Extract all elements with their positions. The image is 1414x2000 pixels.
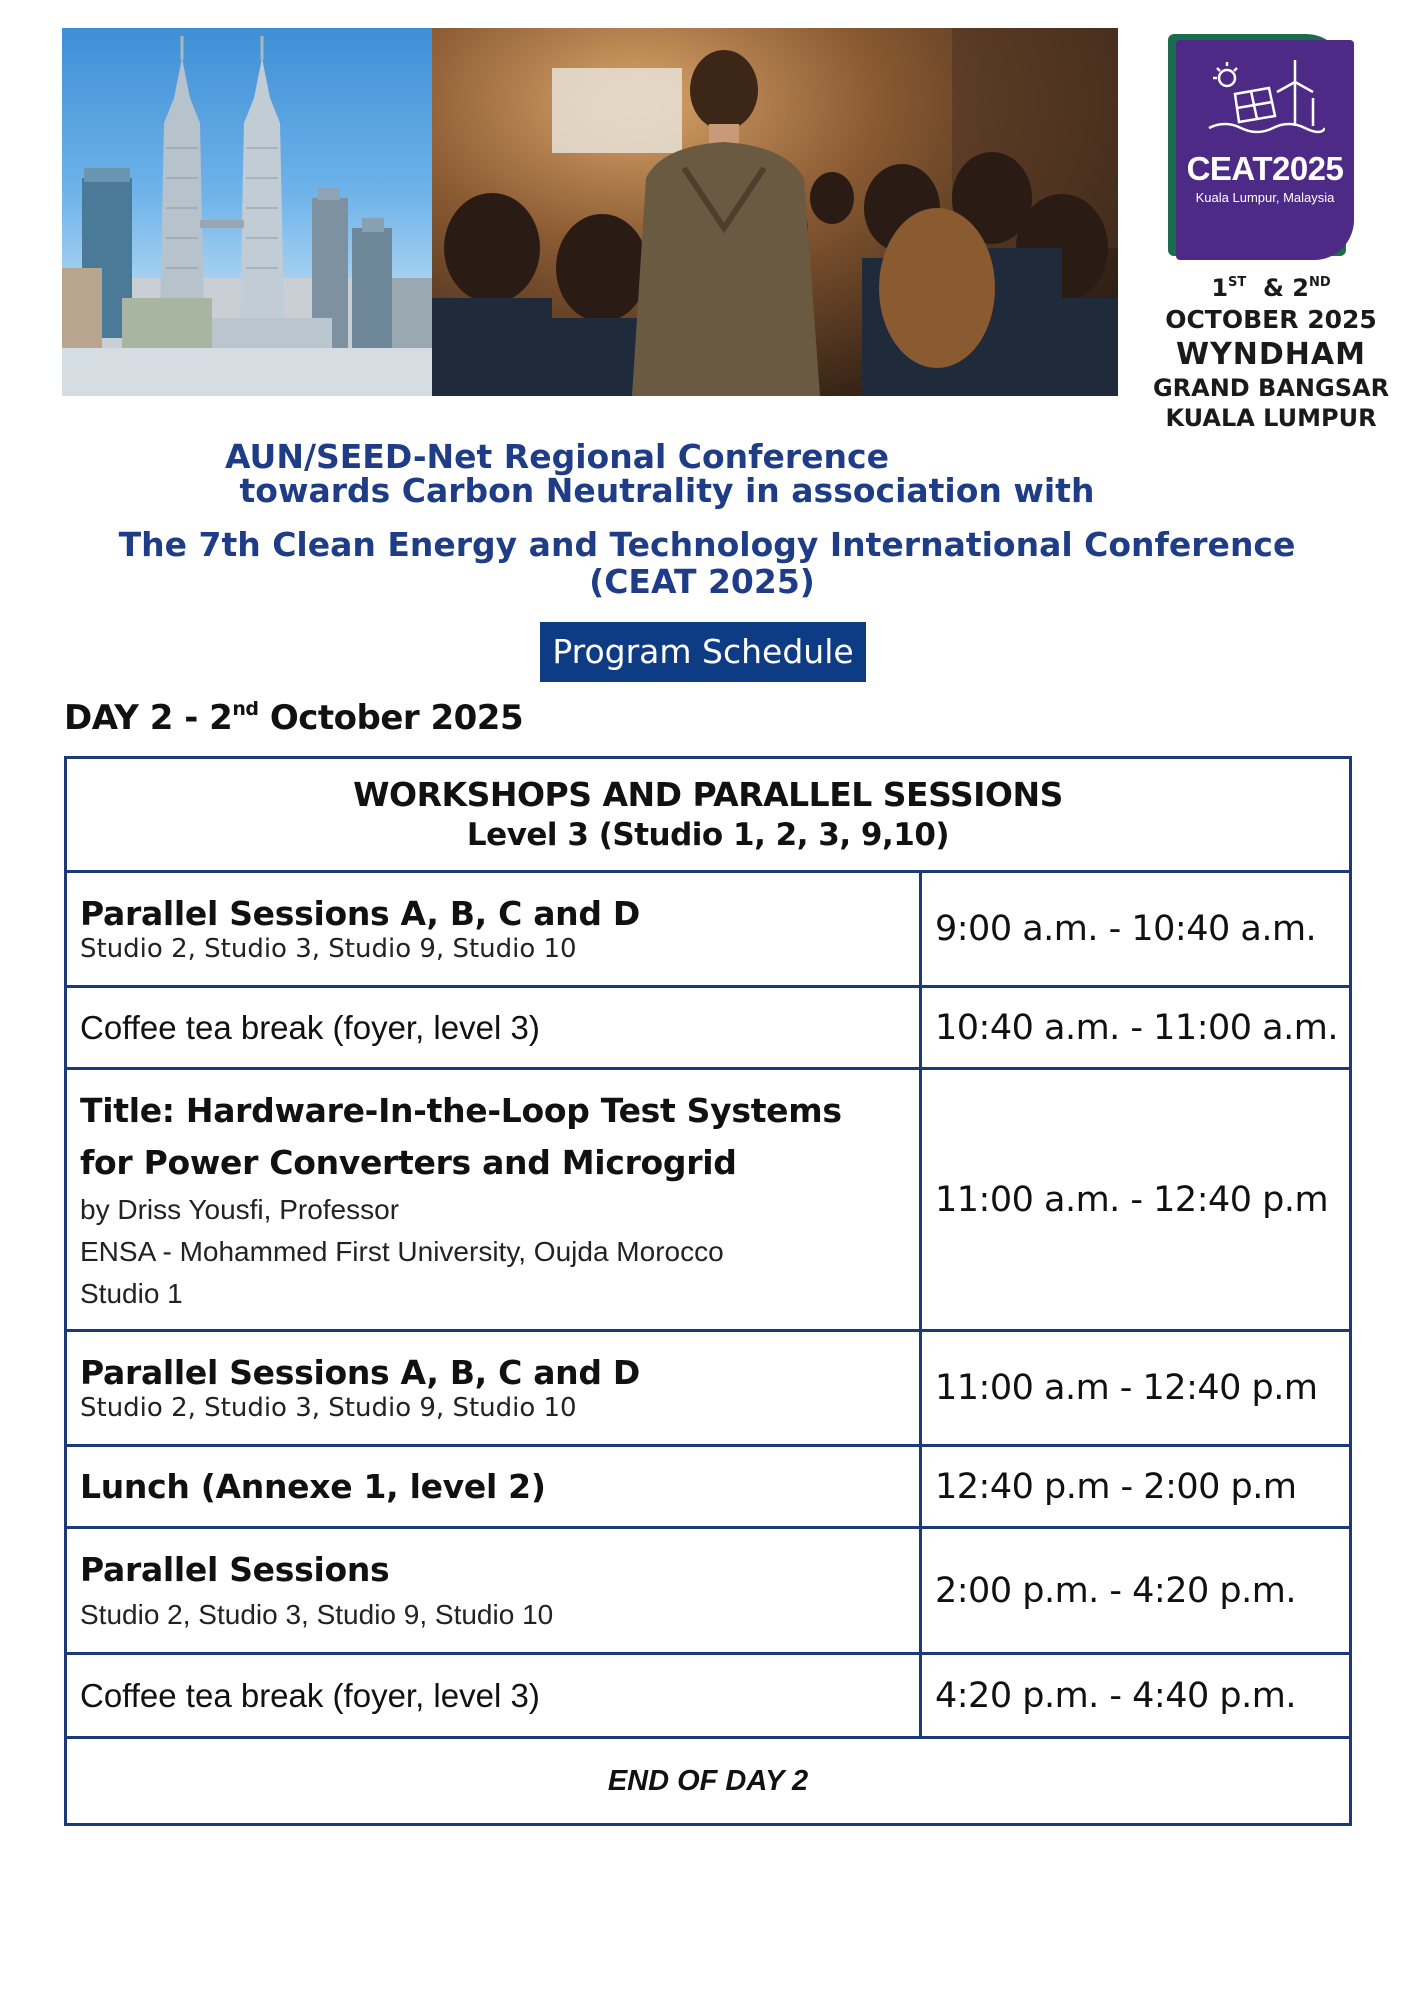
- time-cell: 10:40 a.m. - 11:00 a.m.: [935, 1007, 1338, 1048]
- session-rooms: Studio 2, Studio 3, Studio 9, Studio 10: [80, 1598, 554, 1630]
- schedule-table: [64, 756, 1352, 1826]
- solar-wind-icon: [1205, 54, 1325, 136]
- event-day-2: 2: [1292, 274, 1309, 302]
- event-venue-line-2: GRAND BANGSAR: [1152, 374, 1390, 402]
- session-cell: [67, 1332, 922, 1444]
- conference-headings: [62, 437, 1352, 601]
- event-dates: [1140, 268, 1402, 303]
- workshop-title-line-2: for Power Converters and Microgrid: [80, 1142, 737, 1182]
- program-schedule-badge-wrap: [0, 622, 1414, 682]
- heading-line-3: The 7th Clean Energy and Technology International Conference: [118, 525, 1296, 564]
- day-title-suffix: October 2025: [258, 698, 524, 738]
- time-cell: 9:00 a.m. - 10:40 a.m.: [935, 909, 1317, 949]
- session-rooms: Studio 2, Studio 3, Studio 9, Studio 10: [80, 1393, 577, 1423]
- heading-line-2: towards Carbon Neutrality in association with: [239, 471, 1095, 510]
- event-dates-amp: &: [1262, 274, 1284, 302]
- event-day-1-suffix: ST: [1228, 275, 1247, 290]
- table-header: [67, 759, 1349, 873]
- session-title: Parallel Sessions A, B, C and D: [80, 1353, 640, 1392]
- logo-front-panel: [1176, 40, 1354, 260]
- program-schedule-badge: Program Schedule: [540, 622, 865, 682]
- session-cell: [67, 1529, 922, 1652]
- logo-title: CEAT2025: [1186, 150, 1344, 187]
- event-city: KUALA LUMPUR: [1165, 404, 1377, 432]
- session-cell: [67, 1655, 922, 1736]
- event-day-1: 1: [1211, 274, 1229, 302]
- session-title: Lunch (Annexe 1, level 2): [80, 1466, 546, 1506]
- session-cell: [67, 1447, 922, 1526]
- time-cell: 2:00 p.m. - 4:20 p.m.: [935, 1570, 1296, 1611]
- workshop-affiliation: ENSA - Mohammed First University, Oujda Morocco: [80, 1235, 724, 1267]
- table-row: [67, 1332, 1349, 1447]
- day-title-prefix: DAY 2 - 2: [64, 698, 233, 738]
- table-row-end: [67, 1739, 1349, 1823]
- event-venue: WYNDHAM: [1175, 337, 1366, 372]
- session-rooms: Studio 2, Studio 3, Studio 9, Studio 10: [80, 934, 577, 964]
- header-banner: [62, 28, 1118, 396]
- table-row: [67, 1070, 1349, 1332]
- end-of-day-label: END OF DAY 2: [607, 1764, 809, 1797]
- table-row: [67, 988, 1349, 1070]
- time-cell: 4:20 p.m. - 4:40 p.m.: [935, 1675, 1296, 1716]
- workshop-room: Studio 1: [80, 1277, 183, 1309]
- session-cell: [67, 988, 922, 1067]
- table-row: [67, 1529, 1349, 1655]
- conference-audience-photo: [432, 28, 1118, 396]
- ceat-2025-logo: [1168, 34, 1358, 260]
- time-cell: 12:40 p.m - 2:00 p.m: [935, 1466, 1297, 1507]
- event-day-2-suffix: ND: [1308, 275, 1331, 290]
- event-info: [1140, 268, 1402, 433]
- session-cell: [67, 873, 922, 985]
- table-header-subtitle: Level 3 (Studio 1, 2, 3, 9,10): [466, 817, 950, 853]
- table-row: [67, 873, 1349, 988]
- day-title-sup: nd: [232, 698, 259, 720]
- table-row: [67, 1447, 1349, 1529]
- kuala-lumpur-skyline-photo: [62, 28, 432, 396]
- session-title: Coffee tea break (foyer, level 3): [80, 1676, 540, 1714]
- session-title: Parallel Sessions: [80, 1549, 390, 1589]
- session-cell: [67, 1070, 922, 1329]
- logo-subtitle: Kuala Lumpur, Malaysia: [1195, 190, 1335, 205]
- heading-line-4: (CEAT 2025): [589, 562, 815, 601]
- table-row: [67, 1655, 1349, 1739]
- heading-line-1: AUN/SEED-Net Regional Conference: [225, 437, 889, 476]
- workshop-title-line-1: Title: Hardware-In-the-Loop Test Systems: [80, 1090, 842, 1130]
- day-title: [64, 698, 523, 738]
- time-cell: 11:00 a.m - 12:40 p.m: [935, 1368, 1318, 1408]
- session-title: Parallel Sessions A, B, C and D: [80, 894, 640, 933]
- table-header-title: WORKSHOPS AND PARALLEL SESSIONS: [353, 775, 1063, 814]
- workshop-speaker: by Driss Yousfi, Professor: [80, 1193, 400, 1225]
- session-title: Coffee tea break (foyer, level 3): [80, 1008, 540, 1046]
- time-cell: 11:00 a.m. - 12:40 p.m: [935, 1179, 1329, 1220]
- event-month-year: OCTOBER 2025: [1165, 305, 1377, 334]
